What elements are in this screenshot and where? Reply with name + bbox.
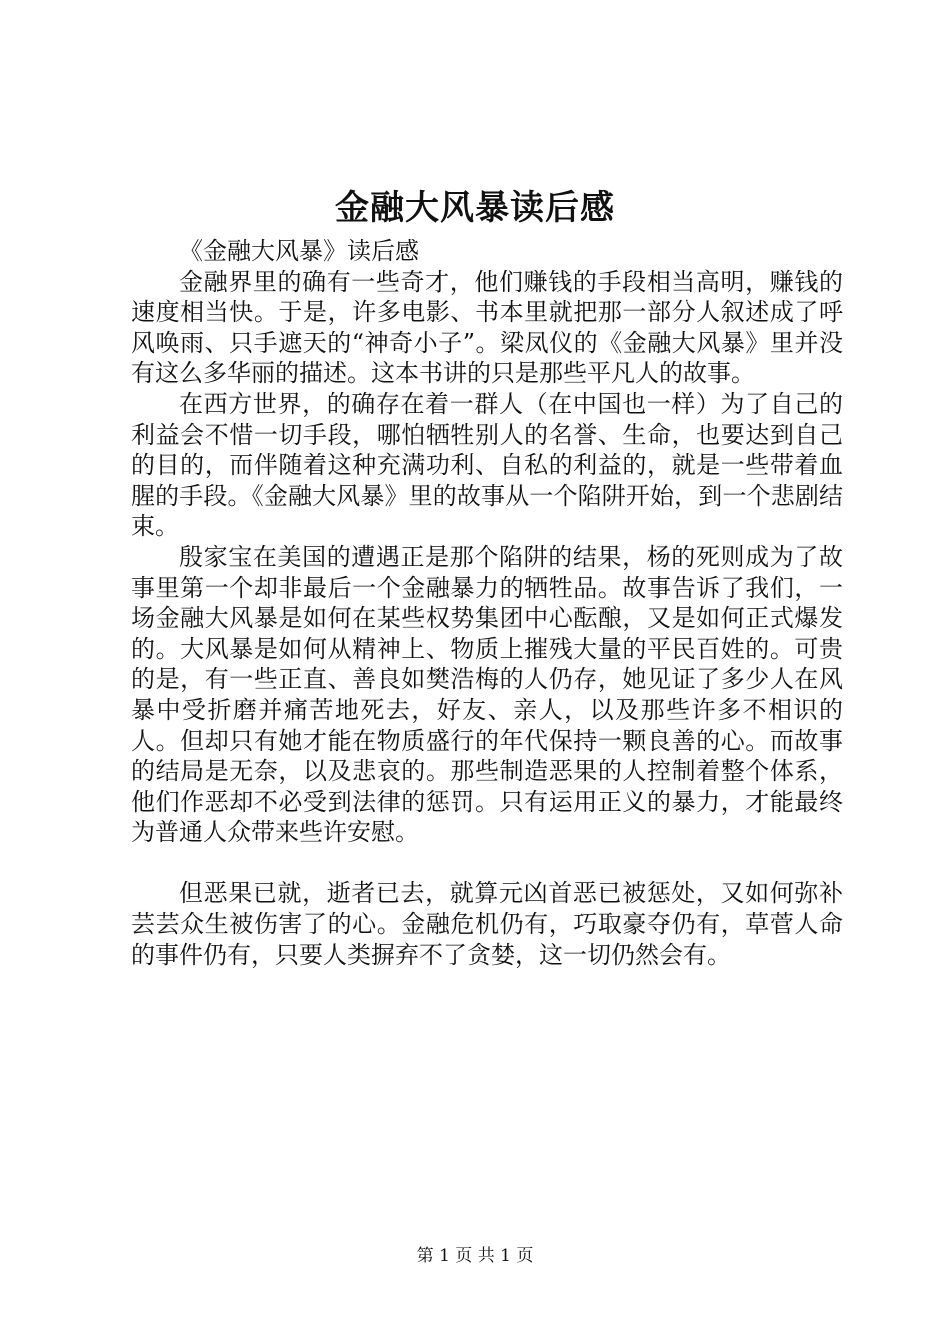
paragraph-2: 在西方世界，的确存在着一群人（在中国也一样）为了自己的利益会不惜一切手段，哪怕牺牲别人的名誉、生命，也要达到自己的目的，而伴随着这种充满功利、自私的利益的，就是一些带着血腥的手段。《金融大风暴》里的故事从一个陷阱开始，到一个悲剧结束。 <box>131 389 843 541</box>
paragraph-3: 殷家宝在美国的遭遇正是那个陷阱的结果，杨的死则成为了故事里第一个却非最后一个金融暴力的牺牲品。故事告诉了我们，一场金融大风暴是如何在某些权势集团中心酝酿，又是如何正式爆发的。大风暴是如何从精神上、物质上摧残大量的平民百姓的。可贵的是，有一些正直、善良如樊浩梅的人仍存，她见证了多少人在风暴中受折磨并痛苦地死去，好友、亲人，以及那些许多不相识的人。但却只有她才能在物质盛行的年代保持一颗良善的心。而故事的结局是无奈，以及悲哀的。那些制造恶果的人控制着整个体系，他们作恶却不必受到法律的惩罚。只有运用正义的暴力，才能最终为普通人众带来些许安慰。 <box>131 542 843 847</box>
paragraph-1: 金融界里的确有一些奇才，他们赚钱的手段相当高明，赚钱的速度相当快。于是，许多电影、书本里就把那一部分人叙述成了呼风唤雨、只手遮天的“神奇小子”。梁凤仪的《金融大风暴》里并没有这么多华丽的描述。这本书讲的只是那些平凡人的故事。 <box>131 267 843 388</box>
page-footer: 第 1 页 共 1 页 <box>416 1246 534 1266</box>
paragraph-spacer <box>131 848 843 879</box>
paragraph-subtitle: 《金融大风暴》读后感 <box>179 237 419 265</box>
document-body <box>131 236 843 970</box>
paragraph-4: 但恶果已就，逝者已去，就算元凶首恶已被惩处，又如何弥补芸芸众生被伤害了的心。金融危机仍有，巧取豪夺仍有，草菅人命的事件仍有，只要人类摒弃不了贪婪，这一切仍然会有。 <box>131 879 843 969</box>
document-title: 金融大风暴读后感 <box>335 188 615 228</box>
